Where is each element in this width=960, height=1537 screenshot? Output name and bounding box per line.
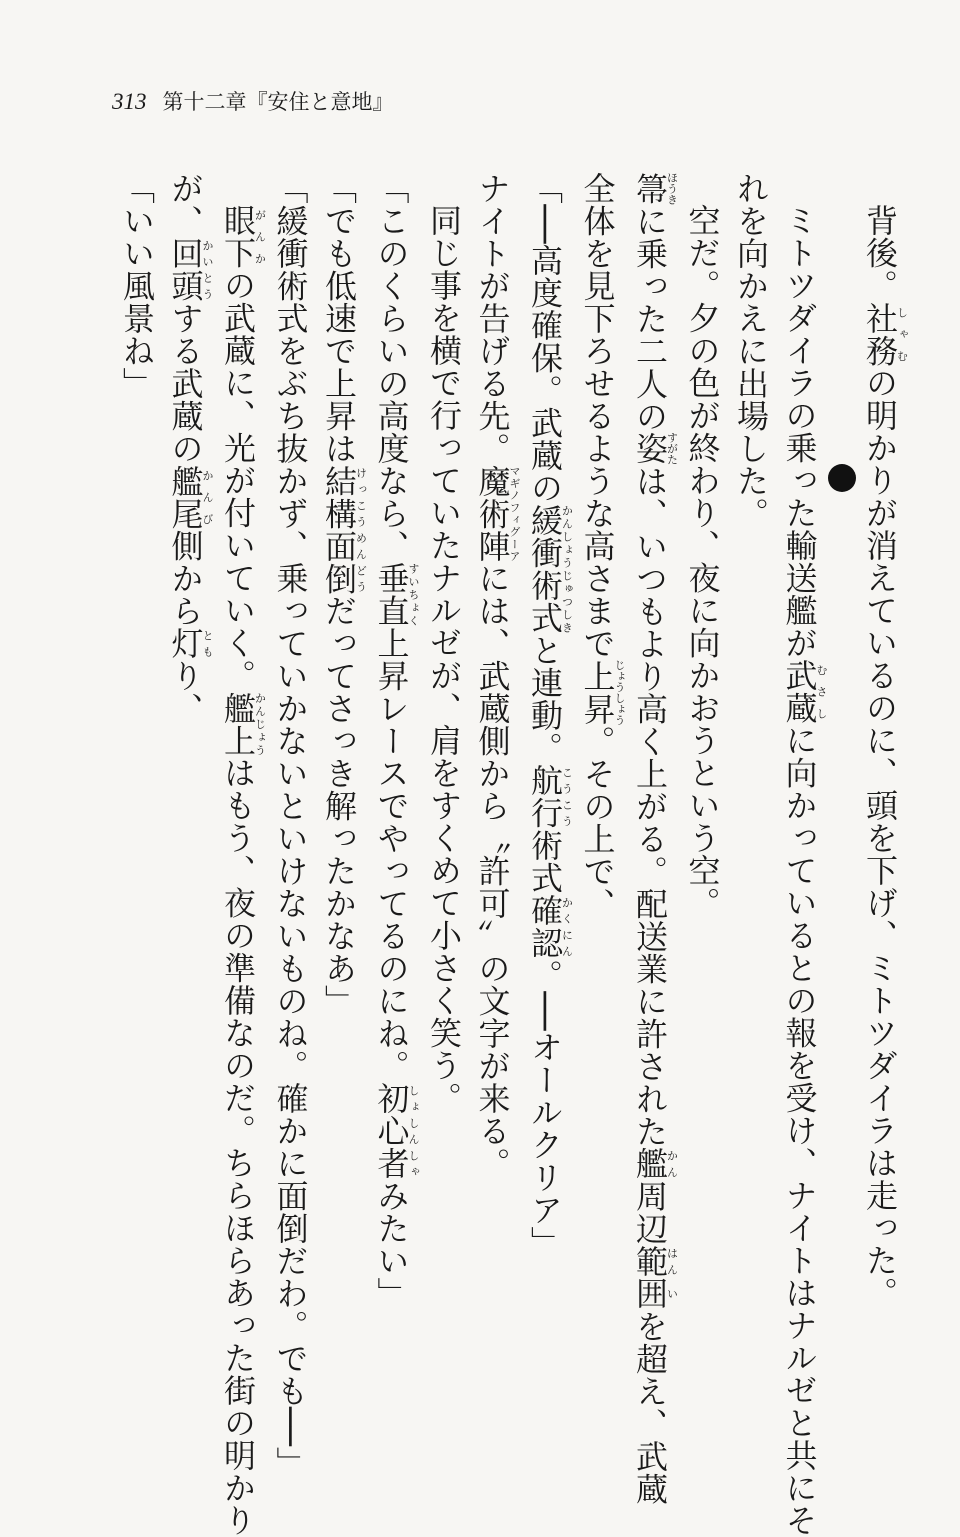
- ruby-word: [526, 894, 574, 960]
- ruby-reading: すいちょく: [407, 562, 420, 627]
- text-segment: ミトツダイラの乗った輸送艦が: [780, 204, 819, 659]
- ruby-base: 航行: [526, 764, 564, 830]
- ruby-base: 艦尾: [166, 464, 205, 530]
- text-line: [113, 172, 162, 1322]
- text-segment: を超え、武蔵: [631, 1309, 669, 1505]
- text-segment: 「緩衝術式をぶち抜かず、乗っていかないといけないものね。確かに面倒だわ。でも──」: [271, 172, 310, 1480]
- ruby-base: 艦上: [219, 691, 257, 757]
- ruby-reading: じょうしょう: [613, 659, 626, 726]
- ruby-word: [166, 627, 214, 660]
- text-segment: はもう、夜の準備なのだ。ちらほらあった街の明かり: [219, 756, 257, 1537]
- ruby-reading: ほうき: [665, 172, 679, 205]
- body-text: [118, 172, 909, 1537]
- ruby-reading: すがた: [665, 432, 679, 465]
- ruby-base: 社務: [861, 301, 899, 367]
- ruby-base: 魔術陣: [473, 464, 512, 562]
- ruby-reading: むさし: [815, 659, 828, 724]
- text-line: [367, 172, 420, 1322]
- ruby-base: 垂直: [372, 562, 411, 627]
- ruby-word: [861, 301, 909, 367]
- page-header: [112, 86, 394, 116]
- ruby-word: [320, 464, 368, 595]
- ruby-word: [631, 172, 679, 205]
- page-number: 313: [112, 89, 147, 114]
- text-line: [266, 172, 315, 1480]
- ruby-reading: こうこう: [560, 764, 574, 830]
- ruby-reading: かくにん: [560, 894, 574, 960]
- text-segment: り、: [166, 659, 205, 725]
- ruby-reading: い: [665, 1277, 679, 1310]
- text-segment: 同じ事を横で行っていたナルゼが、肩をすくめて小さく笑う。: [425, 204, 463, 1114]
- ruby-base: 回頭: [166, 237, 205, 302]
- text-segment: みたい」: [372, 1179, 411, 1310]
- text-segment: 「でも低速で上昇は: [320, 172, 358, 465]
- text-line: [573, 172, 626, 1322]
- ruby-base: 眼下: [219, 204, 257, 269]
- ruby-base: 緩衝術式: [526, 504, 564, 635]
- text-segment: 「このくらいの高度なら、: [372, 172, 411, 562]
- ruby-reading: がんか: [253, 204, 267, 269]
- text-line: [214, 172, 267, 1537]
- text-segment: れを向かえに出場した。: [732, 172, 770, 530]
- ruby-word: [372, 562, 420, 627]
- text-segment: には、武蔵側から〝許可〟の文字が来る。: [473, 562, 512, 1180]
- ruby-word: [631, 432, 679, 465]
- ruby-reading: はん: [665, 1244, 679, 1278]
- text-line: [626, 172, 679, 1505]
- ruby-base: 武蔵: [780, 659, 819, 724]
- text-line: [468, 172, 521, 1322]
- text-segment: 「──高度確保。武蔵の: [526, 172, 564, 505]
- text-segment: に乗った二人の: [631, 204, 669, 433]
- text-segment: 背後。: [861, 204, 899, 302]
- text-segment: 上昇レースでやってるのにね。: [372, 627, 411, 1082]
- ruby-base: 初心者: [372, 1082, 411, 1180]
- text-segment: 。その上で、: [578, 725, 617, 920]
- ruby-reading: かん: [665, 1147, 679, 1180]
- ruby-word: [166, 464, 214, 530]
- ruby-base: 箒: [631, 172, 669, 205]
- text-segment: の明かりが消えているのに、頭を下げ、ミトツダイラは走った。: [861, 366, 899, 1309]
- chapter-title: 第十二章『安住と意地』: [162, 90, 394, 114]
- ruby-base: 上昇: [578, 659, 617, 726]
- ruby-word: [166, 237, 214, 302]
- ruby-word: [219, 204, 267, 269]
- text-segment: 周辺: [631, 1179, 669, 1245]
- ruby-word: [578, 659, 626, 726]
- section-break-dot-icon: [828, 464, 856, 492]
- text-line: [775, 172, 828, 1537]
- ruby-base: 姿: [631, 432, 669, 465]
- text-segment: する武蔵の: [166, 302, 205, 465]
- text-segment: に向かっているとの報を受け、ナイトはナルゼと共にそ: [780, 724, 819, 1537]
- text-line: [678, 172, 727, 1322]
- ruby-reading: しゃむ: [895, 301, 909, 367]
- ruby-word: [526, 504, 574, 635]
- text-segment: は、いつもより高く上がる。配送業に許された: [631, 464, 669, 1148]
- text-segment: 全体を見下ろせるような高さまで: [578, 172, 617, 660]
- ruby-word: [526, 764, 574, 830]
- ruby-word: [631, 1147, 679, 1180]
- blank-line: [828, 172, 856, 1322]
- ruby-reading: かいとう: [201, 237, 214, 302]
- ruby-word: [473, 464, 521, 563]
- ruby-word: [631, 1244, 679, 1278]
- text-segment: 。──オールクリア」: [526, 959, 564, 1259]
- ruby-reading: けっこうめんどう: [354, 464, 368, 595]
- ruby-reading: かんしょうじゅつしき: [560, 504, 574, 635]
- text-segment: だってさっき解ったかなあ」: [320, 594, 358, 1017]
- text-segment: 空だ。夕の色が終わり、夜に向かおうという空。: [683, 204, 722, 919]
- text-segment: 術式: [526, 829, 564, 895]
- ruby-base: 確認: [526, 894, 564, 960]
- ruby-reading: しょしんしゃ: [407, 1082, 420, 1180]
- text-line: [856, 172, 909, 1322]
- text-line: [315, 172, 368, 1322]
- text-line: [420, 172, 469, 1322]
- ruby-base: 結構面倒: [320, 464, 358, 595]
- ruby-reading: とも: [201, 627, 214, 660]
- ruby-base: 艦: [631, 1147, 669, 1180]
- text-line: [727, 172, 776, 1322]
- ruby-reading: マギノフィグーア: [508, 464, 521, 562]
- text-segment: と連動。: [526, 634, 564, 765]
- ruby-base: 囲: [631, 1277, 669, 1310]
- ruby-base: 灯: [166, 627, 205, 660]
- ruby-reading: かんび: [201, 464, 214, 530]
- ruby-word: [631, 1277, 679, 1310]
- ruby-word: [372, 1082, 420, 1180]
- ruby-base: 範: [631, 1244, 669, 1278]
- ruby-word: [219, 691, 267, 757]
- text-segment: ナイトが告げる先。: [473, 172, 512, 465]
- text-line: [161, 172, 214, 1322]
- ruby-word: [780, 659, 828, 724]
- ruby-reading: かんじょう: [253, 691, 267, 757]
- text-segment: が、: [166, 172, 205, 237]
- text-segment: 「いい風景ね」: [118, 172, 156, 400]
- text-segment: の武蔵に、光が付いていく。: [219, 269, 257, 692]
- text-segment: 側から: [166, 529, 205, 627]
- text-line: [521, 172, 574, 1322]
